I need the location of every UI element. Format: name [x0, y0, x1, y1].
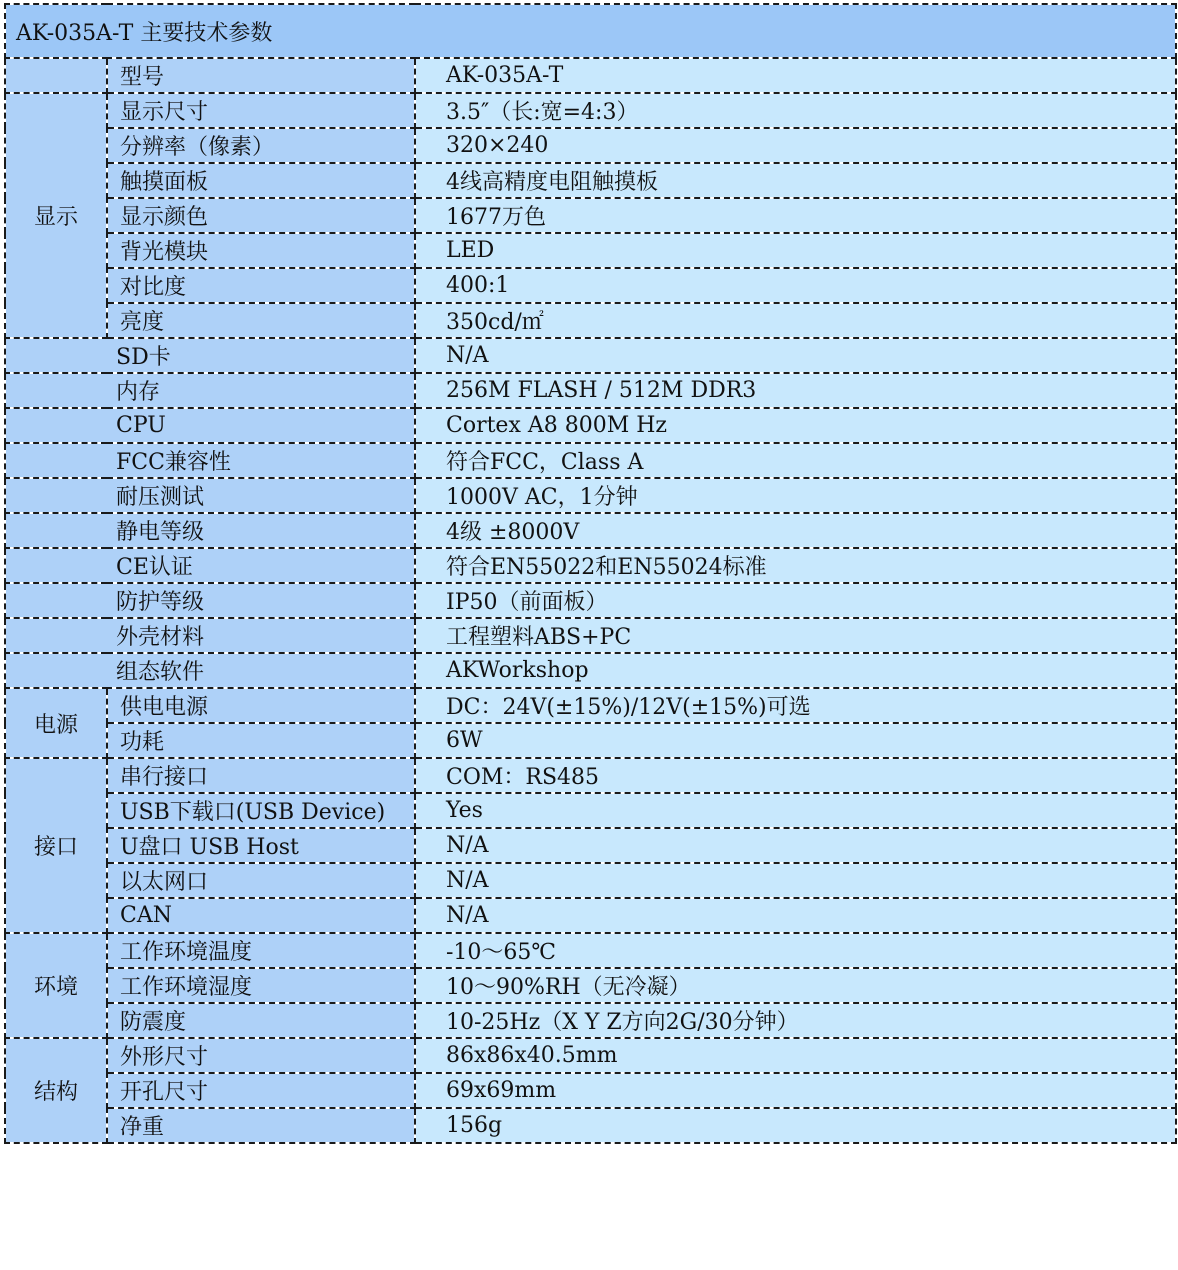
- table-row: [5, 793, 1176, 828]
- table-row: [5, 1038, 1176, 1073]
- param-label: 内存: [5, 373, 415, 408]
- param-value: 156g: [415, 1108, 1176, 1143]
- param-label: 静电等级: [5, 513, 415, 548]
- param-label: 防护等级: [5, 583, 415, 618]
- group-cell: 结构: [5, 1038, 107, 1143]
- table-row: [5, 1073, 1176, 1108]
- table-row: [5, 933, 1176, 968]
- param-value: IP50（前面板）: [415, 583, 1176, 618]
- group-cell: 环境: [5, 933, 107, 1038]
- param-label: CAN: [107, 898, 415, 933]
- param-label: 背光模块: [107, 233, 415, 268]
- table-row: [5, 338, 1176, 373]
- param-value: 10～90%RH（无冷凝）: [415, 968, 1176, 1003]
- param-label: CE认证: [5, 548, 415, 583]
- param-value: LED: [415, 233, 1176, 268]
- param-label: 显示尺寸: [107, 93, 415, 128]
- param-value: -10～65℃: [415, 933, 1176, 968]
- param-value: 4线高精度电阻触摸板: [415, 163, 1176, 198]
- group-cell: 接口: [5, 758, 107, 933]
- param-label: 外壳材料: [5, 618, 415, 653]
- param-label: CPU: [5, 408, 415, 443]
- group-cell: [5, 58, 107, 93]
- param-value: 400:1: [415, 268, 1176, 303]
- spec-table-body: [5, 4, 1176, 1143]
- table-row: [5, 478, 1176, 513]
- param-label: 耐压测试: [5, 478, 415, 513]
- table-row: [5, 583, 1176, 618]
- param-value: 256M FLASH / 512M DDR3: [415, 373, 1176, 408]
- table-row: [5, 688, 1176, 723]
- param-value: 86x86x40.5mm: [415, 1038, 1176, 1073]
- param-label: 供电电源: [107, 688, 415, 723]
- title-row: [5, 4, 1176, 58]
- group-cell: 电源: [5, 688, 107, 758]
- param-value: 符合EN55022和EN55024标准: [415, 548, 1176, 583]
- param-value: 符合FCC，Class A: [415, 443, 1176, 478]
- param-value: 10-25Hz（X Y Z方向2G/30分钟）: [415, 1003, 1176, 1038]
- param-value: 1000V AC，1分钟: [415, 478, 1176, 513]
- table-row: [5, 898, 1176, 933]
- table-row: [5, 198, 1176, 233]
- table-row: [5, 93, 1176, 128]
- group-cell: 显示: [5, 93, 107, 338]
- param-value: N/A: [415, 863, 1176, 898]
- param-label: 分辨率（像素）: [107, 128, 415, 163]
- table-row: [5, 758, 1176, 793]
- table-row: [5, 268, 1176, 303]
- param-value: 320×240: [415, 128, 1176, 163]
- param-value: N/A: [415, 898, 1176, 933]
- table-title: AK-035A-T 主要技术参数: [5, 4, 1176, 58]
- param-value: 350cd/㎡: [415, 303, 1176, 338]
- param-label: 以太网口: [107, 863, 415, 898]
- param-label: 工作环境湿度: [107, 968, 415, 1003]
- param-value: 69x69mm: [415, 1073, 1176, 1108]
- table-row: [5, 513, 1176, 548]
- param-label: U盘口 USB Host: [107, 828, 415, 863]
- table-row: [5, 548, 1176, 583]
- param-label: 净重: [107, 1108, 415, 1143]
- param-label: 开孔尺寸: [107, 1073, 415, 1108]
- param-value: 1677万色: [415, 198, 1176, 233]
- table-row: [5, 58, 1176, 93]
- param-label: 显示颜色: [107, 198, 415, 233]
- param-value: AK-035A-T: [415, 58, 1176, 93]
- param-label: 串行接口: [107, 758, 415, 793]
- table-row: [5, 408, 1176, 443]
- param-label: 型号: [107, 58, 415, 93]
- param-label: USB下载口(USB Device): [107, 793, 415, 828]
- param-value: COM：RS485: [415, 758, 1176, 793]
- table-row: [5, 968, 1176, 1003]
- spec-table: [4, 3, 1177, 1144]
- table-row: [5, 163, 1176, 198]
- param-value: N/A: [415, 338, 1176, 373]
- param-label: 防震度: [107, 1003, 415, 1038]
- param-label: 工作环境温度: [107, 933, 415, 968]
- param-label: 外形尺寸: [107, 1038, 415, 1073]
- table-row: [5, 443, 1176, 478]
- param-value: N/A: [415, 828, 1176, 863]
- param-label: SD卡: [5, 338, 415, 373]
- table-row: [5, 653, 1176, 688]
- table-row: [5, 373, 1176, 408]
- param-value: 6W: [415, 723, 1176, 758]
- table-row: [5, 863, 1176, 898]
- param-label: 对比度: [107, 268, 415, 303]
- table-row: [5, 828, 1176, 863]
- table-row: [5, 723, 1176, 758]
- param-value: 4级 ±8000V: [415, 513, 1176, 548]
- table-row: [5, 233, 1176, 268]
- param-value: 3.5″（长:宽=4:3）: [415, 93, 1176, 128]
- param-value: Yes: [415, 793, 1176, 828]
- param-label: 功耗: [107, 723, 415, 758]
- param-value: Cortex A8 800M Hz: [415, 408, 1176, 443]
- param-value: 工程塑料ABS+PC: [415, 618, 1176, 653]
- table-row: [5, 128, 1176, 163]
- param-value: DC：24V(±15%)/12V(±15%)可选: [415, 688, 1176, 723]
- param-label: 亮度: [107, 303, 415, 338]
- table-row: [5, 1108, 1176, 1143]
- param-label: FCC兼容性: [5, 443, 415, 478]
- param-label: 触摸面板: [107, 163, 415, 198]
- table-row: [5, 1003, 1176, 1038]
- table-row: [5, 303, 1176, 338]
- table-row: [5, 618, 1176, 653]
- param-label: 组态软件: [5, 653, 415, 688]
- param-value: AKWorkshop: [415, 653, 1176, 688]
